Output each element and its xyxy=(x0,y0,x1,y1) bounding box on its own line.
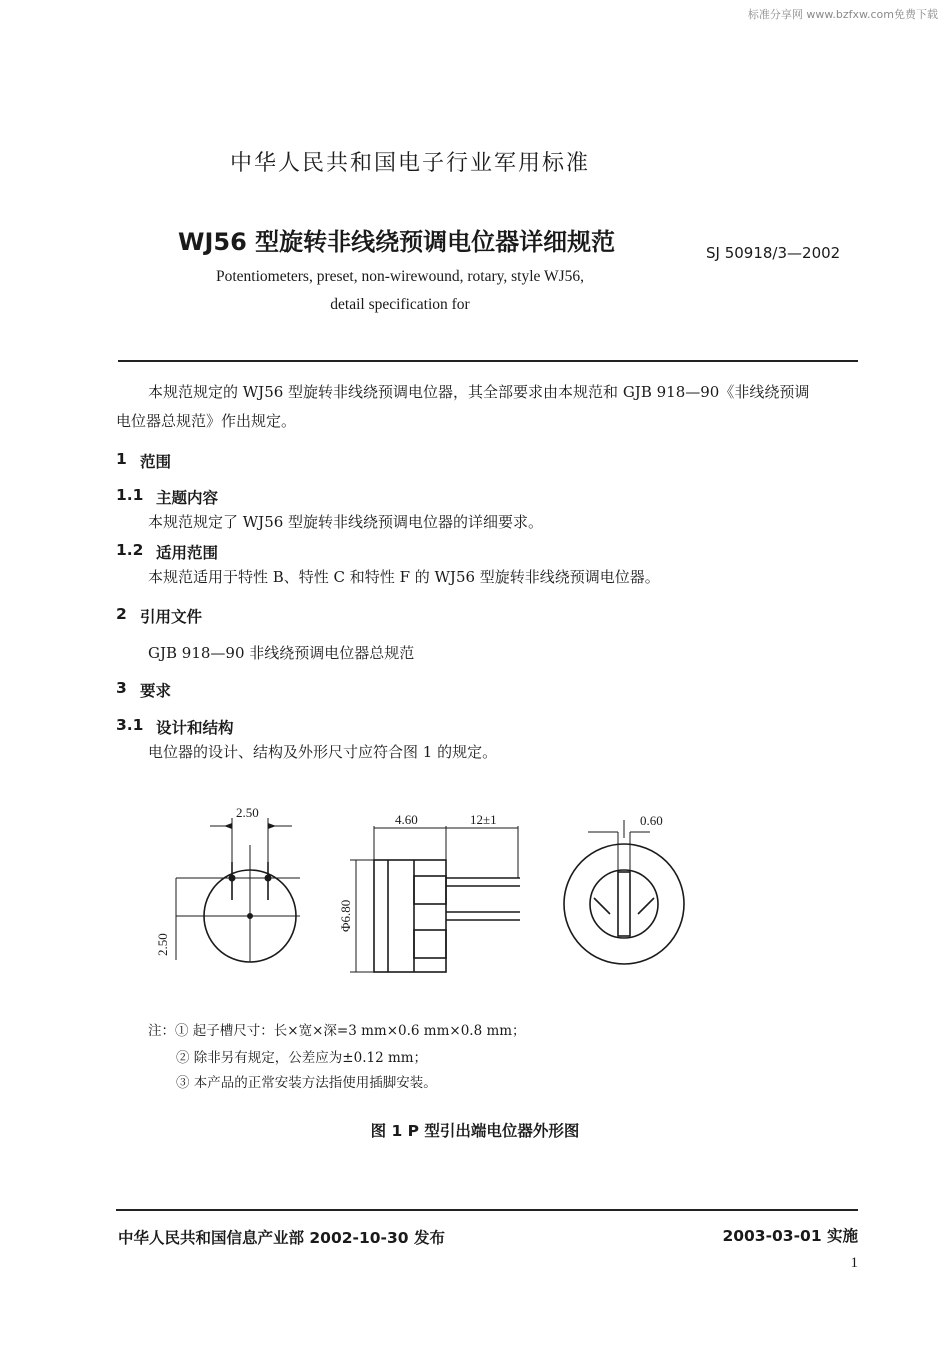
section-1-1-number: 1.1 xyxy=(116,486,144,504)
dim-slot-label: 0.60 xyxy=(640,813,663,828)
section-2-title: 引用文件 xyxy=(140,608,203,626)
footer-divider xyxy=(116,1209,858,1211)
rear-view-body xyxy=(564,844,684,964)
screwdriver-slot xyxy=(618,872,630,936)
section-2-text: GJB 918—90 非线绕预调电位器总规范 xyxy=(148,644,415,662)
dim-top-left-label: 2.50 xyxy=(236,805,259,820)
publisher-line: 中华人民共和国信息产业部 2002-10-30 发布 xyxy=(118,1229,445,1247)
potentiometer-outline-figure xyxy=(0,790,950,990)
section-3-1-title: 设计和结构 xyxy=(156,719,234,737)
page-number: 1 xyxy=(850,1255,858,1271)
section-1-2-title: 适用范围 xyxy=(156,544,219,562)
dim-depth-label: 4.60 xyxy=(395,812,418,827)
dim-lead-label: 12±1 xyxy=(470,812,497,827)
intro-line2: 电位器总规范》作出规定。 xyxy=(116,412,297,430)
section-1-2-text: 本规范适用于特性 B、特性 C 和特性 F 的 WJ56 型旋转非线绕预调电位器。 xyxy=(148,568,660,586)
section-1-1-title: 主题内容 xyxy=(156,489,219,507)
section-2-number: 2 xyxy=(116,605,127,623)
header-divider xyxy=(118,360,858,362)
section-3-1-text: 电位器的设计、结构及外形尺寸应符合图 1 的规定。 xyxy=(148,743,498,761)
pin-marker xyxy=(247,913,253,919)
english-title-line2: detail specification for xyxy=(330,296,470,313)
note-3: ③ 本产品的正常安装方法指使用插脚安装。 xyxy=(176,1075,437,1091)
dim-side-left-label: 2.50 xyxy=(155,933,170,956)
english-title-line1: Potentiometers, preset, non-wirewound, rotary, style WJ56, xyxy=(215,268,585,285)
section-1-2-number: 1.2 xyxy=(116,541,144,559)
pin-marker xyxy=(229,875,236,882)
section-3-1-number: 3.1 xyxy=(116,716,144,734)
section-1-number: 1 xyxy=(116,450,127,468)
document-title: WJ56 型旋转非线绕预调电位器详细规范 xyxy=(178,228,616,256)
intro-line1: 本规范规定的 WJ56 型旋转非线绕预调电位器，其全部要求由本规范和 GJB 918—90《非线绕预调 xyxy=(148,383,810,401)
effective-date: 2003-03-01 实施 xyxy=(722,1227,858,1245)
document-code: SJ 50918/3—2002 xyxy=(706,244,841,262)
note-1: 注：① 起子槽尺寸：长×宽×深=3 mm×0.6 mm×0.8 mm； xyxy=(148,1023,526,1039)
figure-caption: 图 1 P 型引出端电位器外形图 xyxy=(370,1122,580,1140)
standard-title: 中华人民共和国电子行业军用标准 xyxy=(229,151,590,176)
dim-diameter-label: Φ6.80 xyxy=(338,899,353,932)
pin-marker xyxy=(265,875,272,882)
section-3-title: 要求 xyxy=(140,682,172,700)
note-2: ② 除非另有规定，公差应为±0.12 mm； xyxy=(176,1050,428,1066)
watermark: 标准分享网 www.bzfxw.com免费下载 xyxy=(747,8,938,21)
section-1-title: 范围 xyxy=(140,453,172,471)
section-3-number: 3 xyxy=(116,679,127,697)
section-1-1-text: 本规范规定了 WJ56 型旋转非线绕预调电位器的详细要求。 xyxy=(148,513,544,531)
